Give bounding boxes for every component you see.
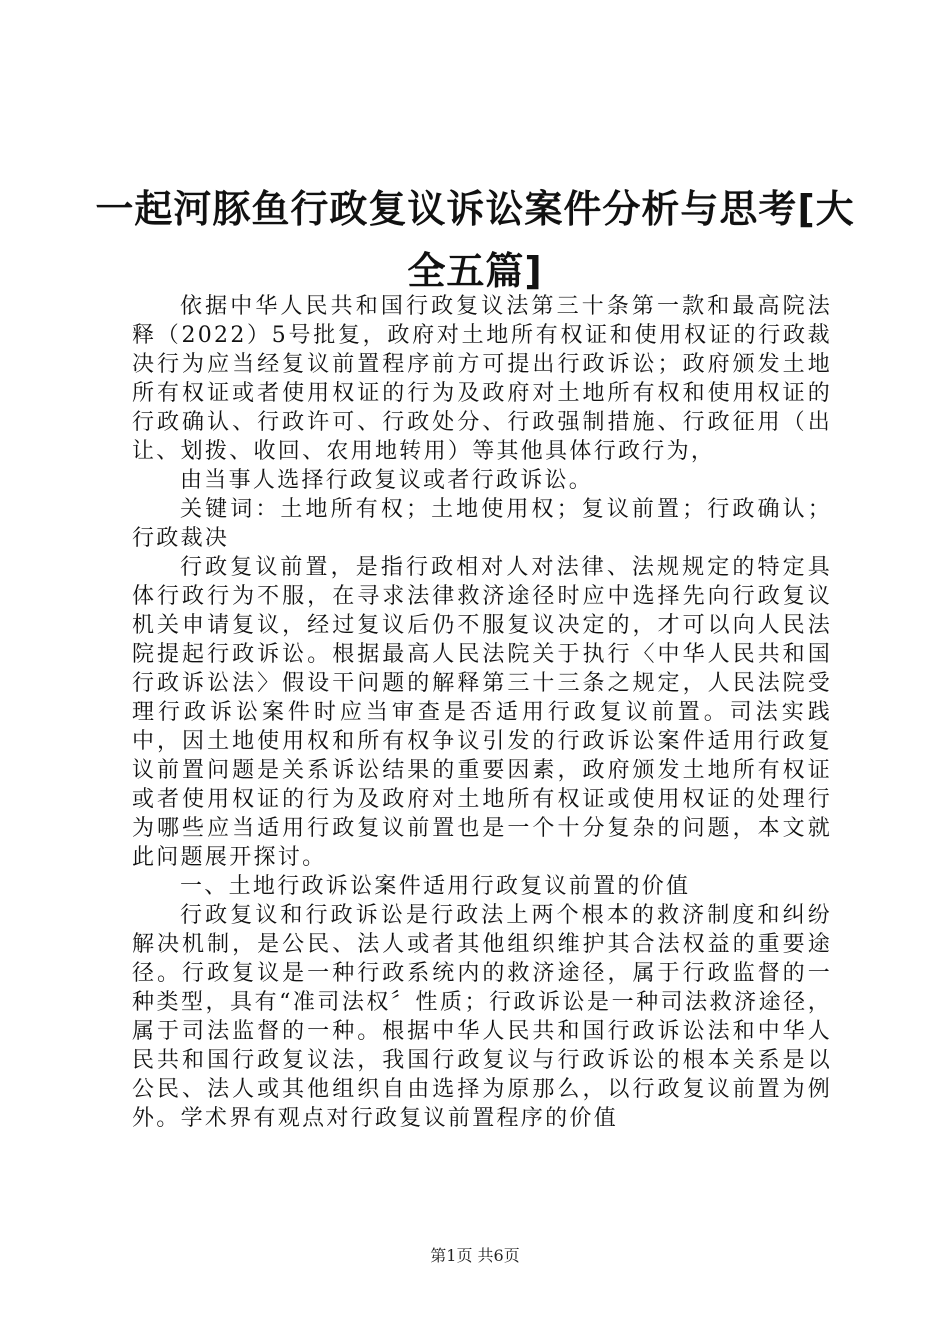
page-footer: 第1页 共6页 [430, 1246, 520, 1265]
title-line-2: 全五篇] [407, 249, 543, 293]
section-heading: 一、土地行政诉讼案件适用行政复议前置的价值 [180, 874, 691, 899]
abstract-paragraph: 依据中华人民共和国行政复议法第三十条第一款和最高院法释（2022）5号批复，政府对土地所有权证和使用权证的行政裁决行为应当经复议前置程序前方可提出行政诉讼；政府颁发土地所有权证或者使用权证的行为及政府对土地所有权和使用权证的行政确认、行政许可、行政处分、行政强制措施、行政征用（出让、划拨、收回、农用地转用）等其他具体行政行为， [132, 294, 832, 464]
body-paragraph: 行政复议前置，是指行政相对人对法律、法规规定的特定具体行政行为不服，在寻求法律救济途径时应中选择先向行政复议机关申请复议，经过复议后仍不服复议决定的，才可以向人民法院提起行政诉讼。根据最高人民法院关于执行〈中华人民共和国行政诉讼法〉假设干问题的解释第三十三条之规定，人民法院受理行政诉讼案件时应当审查是否适用行政复议前置。司法实践中，因土地使用权和所有权争议引发的行政诉讼案件适用行政复议前置问题是关系诉讼结果的重要因素，政府颁发土地所有权证或者使用权证的行为及政府对土地所有权证或使用权证的处理行为哪些应当适用行政复议前置也是一个十分复杂的问题，本文就此问题展开探讨。 [132, 555, 832, 870]
abstract-continuation: 由当事人选择行政复议或者行政诉讼。 [180, 468, 594, 493]
document-body [132, 292, 832, 1133]
body-paragraph: 行政复议和行政诉讼是行政法上两个根本的救济制度和纠纷解决机制，是公民、法人或者其他组织维护其合法权益的重要途径。行政复议是一种行政系统内的救济途径，属于行政监督的一种类型，具有“准司法权〞性质；行政诉讼是一种司法救济途径，属于司法监督的一种。根据中华人民共和国行政诉讼法和中华人民共和国行政复议法，我国行政复议与行政诉讼的根本关系是以公民、法人或其他组织自由选择为原那么，以行政复议前置为例外。学术界有观点对行政复议前置程序的价值 [132, 903, 832, 1131]
title-line-1: 一起河豚鱼行政复议诉讼案件分析与思考[大 [95, 187, 855, 231]
keywords-paragraph: 关键词：土地所有权；土地使用权；复议前置；行政确认；行政裁决 [132, 497, 832, 551]
document-title [90, 178, 860, 302]
